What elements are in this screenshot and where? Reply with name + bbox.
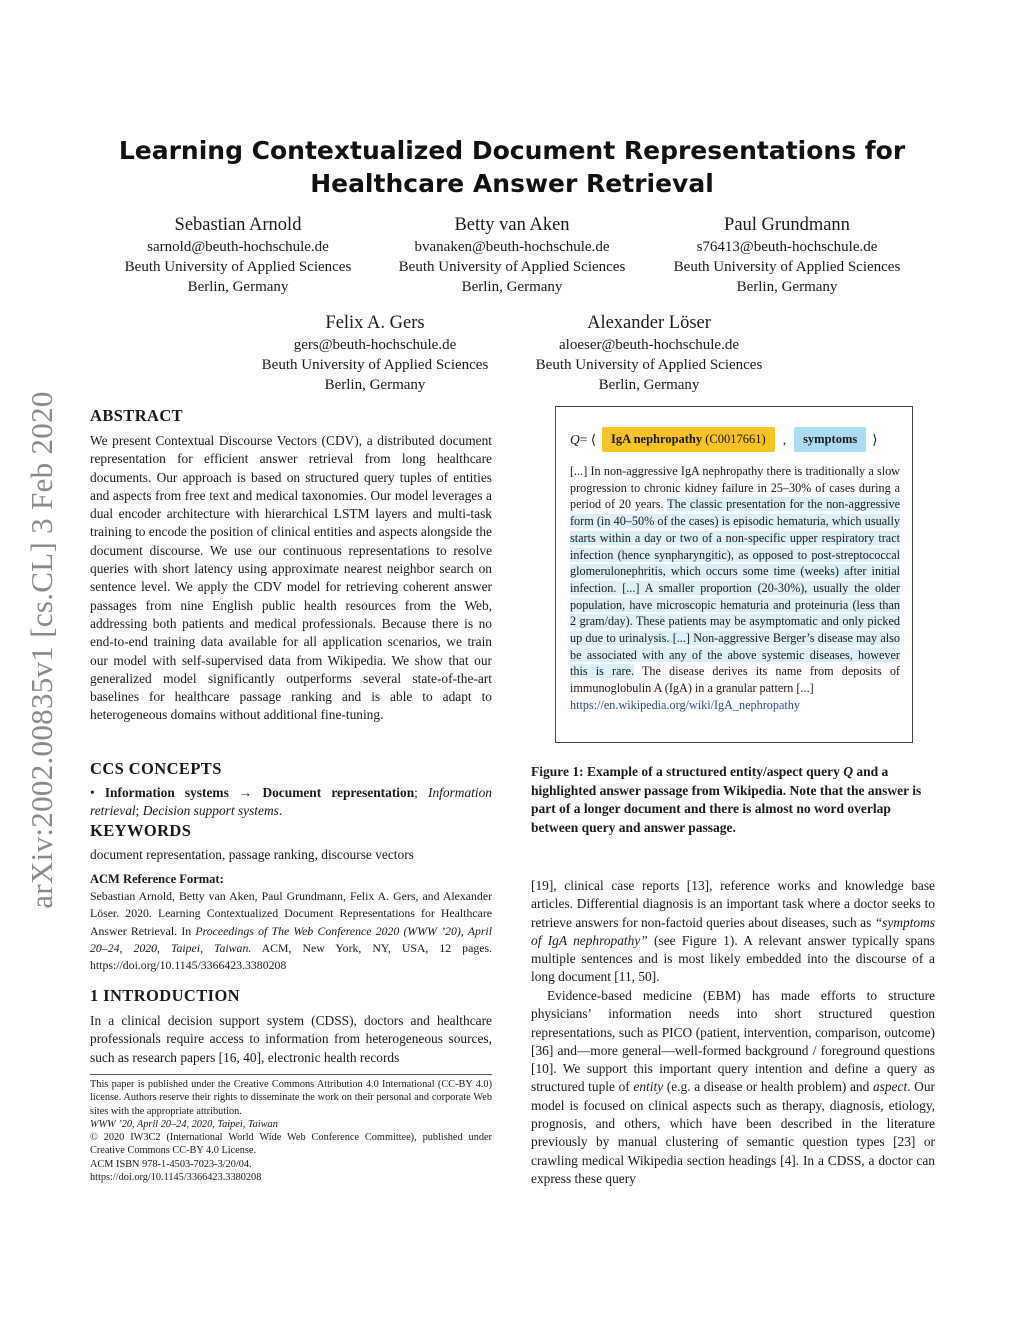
intro-text: In a clinical decision support system (CDSS), doctors and healthcare professionals require access to information from heterogeneous sources, such as research papers [16, 40], electronic health records (90, 1013, 492, 1065)
author-block (377, 213, 647, 297)
author-block (103, 213, 373, 297)
author-email: bvanaken@beuth-hochschule.de (414, 239, 610, 255)
author-email: gers@beuth-hochschule.de (293, 337, 457, 353)
abstract-heading: ABSTRACT (90, 406, 184, 425)
query-equals: = ⟨ (579, 431, 597, 447)
author-name: Felix A. Gers (325, 313, 425, 333)
caption-q: Q (843, 764, 853, 779)
author-name: Sebastian Arnold (174, 215, 302, 235)
author-affiliation: Beuth University of Applied Sciences (398, 259, 626, 275)
query-line (570, 427, 878, 452)
ccs-sep: ; (135, 803, 143, 819)
footnote (90, 1078, 492, 1184)
author-email: aloeser@beuth-hochschule.de (559, 337, 739, 353)
author-block (652, 213, 922, 297)
acm-ref-italic: Proceedings of The Web Conference 2020 (WWW ’20), April 20–24, 2020, Taipei, Taiwan. (90, 923, 492, 955)
caption-part: Figure 1: Example of a structured entity/aspect query (531, 764, 844, 779)
acm-ref-heading: ACM Reference Format: (90, 872, 224, 886)
author-location: Berlin, Germany (187, 279, 289, 295)
author-affiliation: Beuth University of Applied Sciences (261, 357, 489, 373)
answer-passage (570, 463, 900, 714)
intro-paragraph-1 (531, 877, 935, 987)
footnote-doi: https://doi.org/10.1145/3366423.3380208 (90, 1172, 262, 1184)
author-block (240, 311, 510, 395)
para-italic: aspect (872, 1079, 908, 1095)
author-name: Paul Grundmann (724, 215, 850, 235)
ccs-heading: CCS CONCEPTS (90, 759, 222, 778)
para-part: (e.g. a disease or health problem) and (663, 1079, 873, 1095)
author-name: Alexander Löser (587, 313, 711, 333)
title-line-1: Learning Contextualized Document Representations for (118, 136, 906, 165)
para-italic: “symptoms of IgA nephropathy” (531, 914, 935, 948)
ccs-bullet: • (90, 785, 95, 800)
entity-name: IgA nephropathy (611, 432, 703, 446)
wikipedia-link[interactable]: https://en.wikipedia.org/wiki/IgA_nephropathy (570, 697, 800, 712)
query-comma: , (782, 431, 787, 447)
caption-part: and a highlighted answer passage from Wikipedia. Note that the answer is part of a longer document and there is almost no word overlap between query and answer passage. (531, 764, 922, 835)
para-part: Evidence-based medicine (EBM) has made efforts to structure physicians’ information needs into short structured question representations, such as PICO (patient, intervention, comparison, outcome) [36] and—more general—well-formed background / foreground questions [10]. We support this important query intention and define a query as structured tuple of (531, 988, 935, 1095)
acm-ref-part: Sebastian Arnold, Betty van Aken, Paul Grundmann, Felix A. Gers, and Alexander Löser. 2020. Learning Contextualized Document Representations for Healthcare Answer Retrieval. In (90, 889, 492, 938)
ccs-italic-2: Decision support systems (142, 803, 279, 819)
author-location: Berlin, Germany (324, 377, 426, 393)
footnote-venue: WWW ’20, April 20–24, 2020, Taipei, Taiwan (90, 1118, 278, 1130)
ccs-concepts (90, 784, 492, 821)
author-name: Betty van Aken (454, 215, 570, 235)
author-affiliation: Beuth University of Applied Sciences (535, 357, 763, 373)
intro-paragraph-2 (531, 987, 935, 1188)
passage-highlight: The classic presentation for the non-aggressive form (in 40–50% of the cases) is episodic hematuria, which usually starts within a day or two of a non-specific upper respiratory tract infection (hence synpharyngitic), as opposed to post-streptococcal glomerulonephritis, which occurs some time (weeks) after initial infection. [...] A smaller proportion (20-30%), usually the older population, have microscopic hematuria and proteinuria (less than 2 gram/day). These patients may be asymptomatic and only picked up due to urinalysis. [...] Non-aggressive Berger’s disease may also be associated with any of the above systemic diseases, however this is rare. (570, 497, 900, 679)
keywords-text: document representation, passage ranking, discourse vectors (90, 847, 414, 862)
footnote-license: This paper is published under the Creative Commons Attribution 4.0 International (CC-BY 4.0) license. Authors reserve their rights to disseminate the work on their personal and corporate Web sites with the appropriate attribution. (90, 1079, 492, 1117)
author-location: Berlin, Germany (736, 279, 838, 295)
acm-ref-part: ACM, New York, NY, USA, 12 pages. https://doi.org/10.1145/3366423.3380208 (90, 940, 492, 973)
para-part: (see Figure 1). A relevant answer typically spans multiple sentences and is most likely embedded into the discourse of a long document [11, 50]. (531, 932, 935, 985)
passage-post: The disease derives its name from deposits of immunoglobulin A (IgA) in a granular pattern [...] (570, 664, 900, 696)
paper-title (90, 134, 934, 200)
author-email: s76413@beuth-hochschule.de (696, 239, 878, 255)
query-label: Q (570, 431, 580, 447)
arxiv-identifier: arXiv:2002.00835v1 [cs.CL] 3 Feb 2020 (24, 391, 59, 909)
para-part: . Our model is focused on clinical aspects such as therapy, diagnosis, etiology, prognosis, and others, which have been described in the literature previously by manual clustering of semantic question types [23] or crawling medical Wikipedia section headings [4]. In a CDSS, a doctor can express these query (531, 1079, 935, 1186)
abstract-text: We present Contextual Discourse Vectors (CDV), a distributed document representation for efficient answer retrieval from long healthcare documents. Our approach is based on structured query tuples of entities and aspects from free text and medical taxonomies. Our model leverages a dual encoder architecture with hierarchical LSTM layers and multi-task training to encode the position of clinical entities and aspects alongside the document discourse. We use our continuous representations to resolve queries with short latency using approximate nearest neighbor search on sentence level. We apply the CDV model for retrieving coherent answer passages from nine English public health resources from the Web, addressing both patients and medical professionals. Because there is no end-to-end training data available for all application scenarios, we train our model with self-supervised data from Wikipedia. We show that our generalized model significantly outperforms several state-of-the-art baselines for healthcare passage ranking and is able to adapt to heterogeneous domains without additional fine-tuning. (90, 433, 492, 723)
title-line-2: Healthcare Answer Retrieval (310, 169, 714, 198)
author-affiliation: Beuth University of Applied Sciences (673, 259, 901, 275)
ccs-bold: Information systems → Document representation (104, 785, 415, 800)
passage-pre: [...] In non-aggressive IgA nephropathy there is traditionally a slow progression to chronic kidney failure in 25–30% of cases during a period of 20 years. (570, 464, 900, 512)
figure-1 (555, 406, 913, 743)
arxiv-sidebar (12, 370, 72, 930)
para-italic: entity (633, 1079, 664, 1095)
aspect-chip: symptoms (794, 427, 866, 452)
ccs-sep: ; (414, 785, 429, 800)
entity-code: (C0017661) (702, 432, 766, 446)
intro-heading: 1 INTRODUCTION (90, 986, 240, 1005)
keywords-heading: KEYWORDS (90, 821, 192, 840)
ccs-end: . (278, 803, 283, 819)
para-part: [19], clinical case reports [13], reference works and knowledge base articles. Differential diagnosis is an important task where a doctor seeks to retrieve answers for non-factoid queries about diseases, such as (531, 878, 935, 930)
query-close: ⟩ (872, 431, 878, 447)
author-location: Berlin, Germany (598, 377, 700, 393)
author-block (514, 311, 784, 395)
footnote-copyright: © 2020 IW3C2 (International World Wide Web Conference Committee), published under Creative Commons CC-BY 4.0 License. (90, 1132, 492, 1157)
footnote-divider (90, 1074, 492, 1075)
figure-caption (531, 763, 935, 837)
ccs-italic-1: Information retrieval (90, 785, 492, 819)
entity-chip (602, 427, 775, 452)
author-affiliation: Beuth University of Applied Sciences (124, 259, 352, 275)
author-location: Berlin, Germany (461, 279, 563, 295)
footnote-isbn: ACM ISBN 978-1-4503-7023-3/20/04. (90, 1158, 252, 1170)
author-email: sarnold@beuth-hochschule.de (147, 239, 329, 255)
acm-ref-text (90, 888, 492, 974)
